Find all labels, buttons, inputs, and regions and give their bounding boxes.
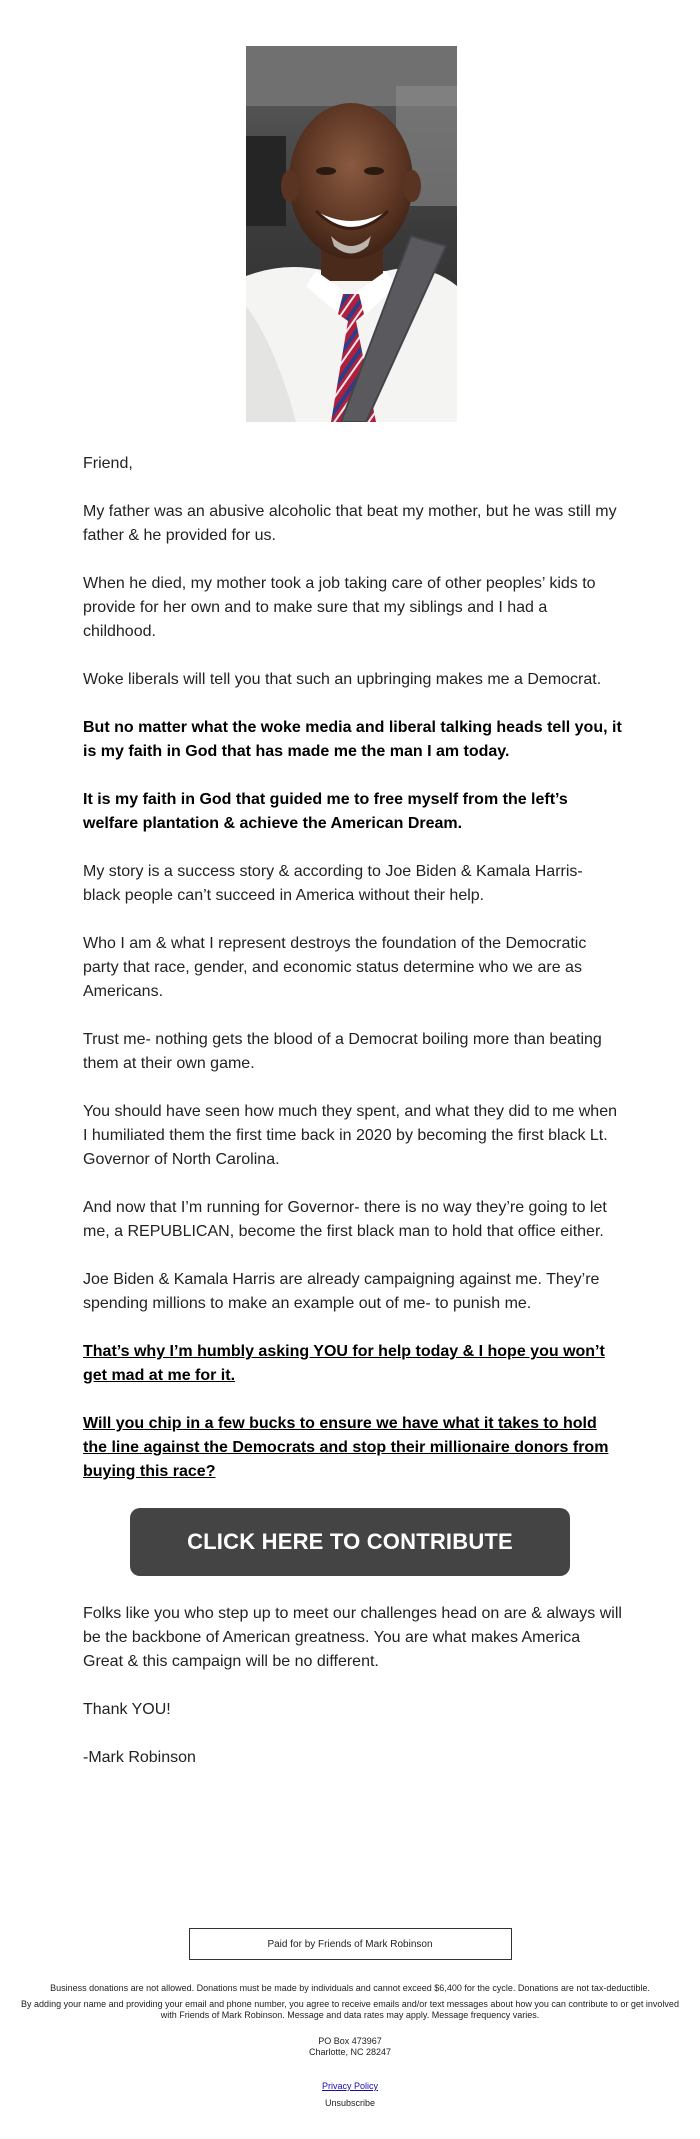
footer (0, 1928, 700, 2109)
consent-notice: By adding your name and providing your email and phone number, you agree to receive emails and/or text messages about how you can contribute to or get involved with Friends of Mark Robinson. Message and data rates may apply. Message frequency varies. (21, 1999, 679, 2020)
candidate-photo (246, 46, 457, 422)
address-line-2: Charlotte, NC 28247 (308, 2047, 392, 2057)
letter-paragraph: My father was an abusive alcoholic that beat my mother, but he was still my father & he provided for us. (83, 503, 617, 544)
ask-paragraph-link[interactable]: That’s why I’m humbly asking YOU for help today & I hope you won’t get mad at me for it. (83, 1343, 605, 1384)
greeting: Friend, (83, 455, 133, 472)
chip-in-paragraph-link[interactable]: Will you chip in a few bucks to ensure we have what it takes to hold the line against the Democrats and stop their millionaire donors from buying this race? (83, 1415, 609, 1480)
contribute-button[interactable]: CLICK HERE TO CONTRIBUTE (130, 1508, 570, 1576)
paid-for-text: Paid for by Friends of Mark Robinson (267, 1938, 433, 1950)
letter-paragraph: Trust me- nothing gets the blood of a Democrat boiling more than beating them at their own game. (83, 1031, 602, 1072)
letter-paragraph: Joe Biden & Kamala Harris are already campaigning against me. They’re spending millions to make an example out of me- to punish me. (83, 1271, 600, 1312)
privacy-policy-link[interactable]: Privacy Policy (321, 2081, 378, 2091)
address-line-1: PO Box 473967 (318, 2036, 382, 2046)
thanks-line: Thank YOU! (83, 1701, 171, 1718)
letter-paragraph: When he died, my mother took a job taking care of other peoples’ kids to provide for her own and to make sure that my siblings and I had a childhood. (83, 575, 596, 640)
mailing-address (0, 2036, 700, 2058)
unsubscribe-link[interactable]: Unsubscribe (324, 2098, 376, 2108)
letter-paragraph: And now that I’m running for Governor- there is no way they’re going to let me, a REPUBLICAN, become the first black man to hold that office either. (83, 1199, 607, 1240)
letter-paragraph: You should have seen how much they spent, and what they did to me when I humiliated them the first time back in 2020 by becoming the first black Lt. Governor of North Carolina. (83, 1103, 617, 1168)
letter-paragraph: Woke liberals will tell you that such an upbringing makes me a Democrat. (83, 671, 602, 688)
letter-body (83, 452, 623, 1794)
letter-paragraph-bold: It is my faith in God that guided me to free myself from the left’s welfare plantation & achieve the American Dream. (83, 791, 568, 832)
donation-notice: Business donations are not allowed. Donations must be made by individuals and cannot exceed $6,400 for the cycle. Donations are not tax-deductible. (50, 1983, 650, 1993)
letter-paragraph: My story is a success story & according to Joe Biden & Kamala Harris- black people can’t succeed in America without their help. (83, 863, 583, 904)
cta-container (83, 1508, 623, 1576)
letter-paragraph-bold: But no matter what the woke media and liberal talking heads tell you, it is my faith in God that has made me the man I am today. (83, 719, 622, 760)
closing-paragraph: Folks like you who step up to meet our challenges head on are & always will be the backbone of American greatness. You are what makes America Great & this campaign will be no different. (83, 1605, 622, 1670)
paid-for-box (189, 1928, 512, 1960)
signature: -Mark Robinson (83, 1749, 196, 1766)
letter-paragraph: Who I am & what I represent destroys the foundation of the Democratic party that race, gender, and economic status determine who we are as Americans. (83, 935, 587, 1000)
